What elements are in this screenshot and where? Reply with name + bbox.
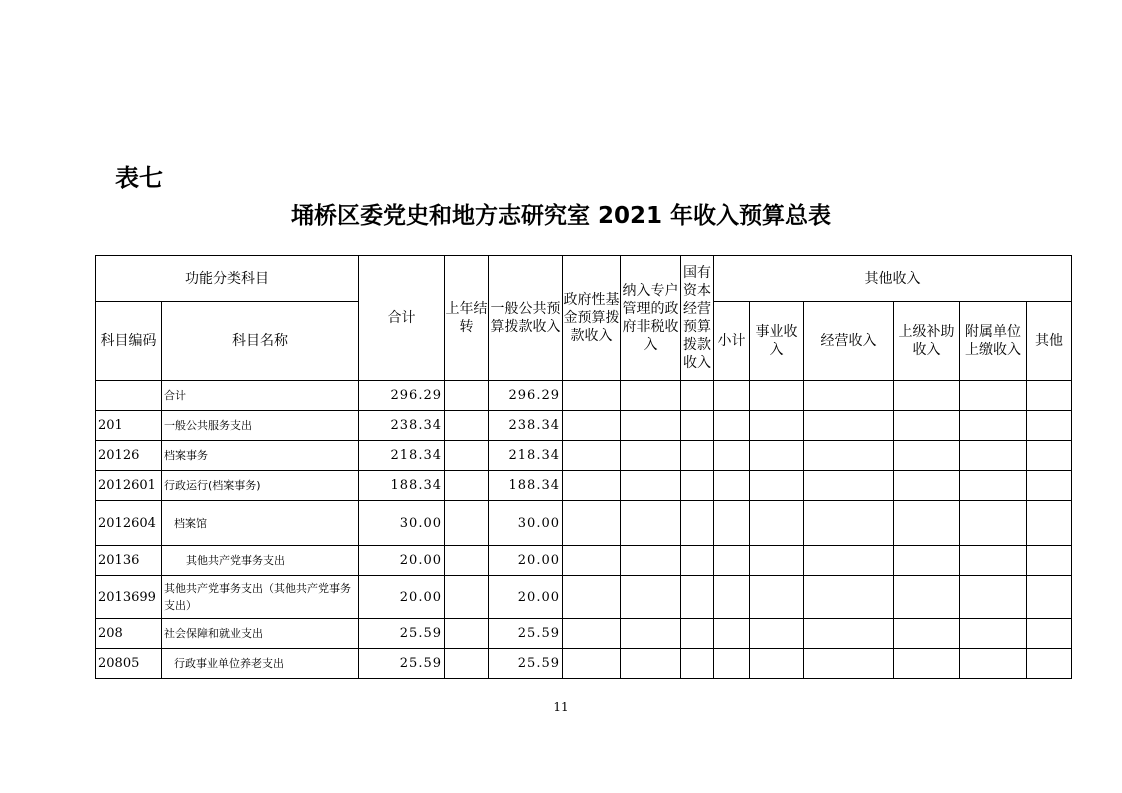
row-name: 档案馆	[162, 501, 359, 546]
row-total: 25.59	[359, 619, 445, 649]
header-carryover: 上年结转	[445, 256, 489, 381]
row-general: 296.29	[489, 381, 563, 411]
table-row	[96, 441, 1072, 471]
row-code	[96, 381, 162, 411]
row-code: 20136	[96, 546, 162, 576]
table-row	[96, 501, 1072, 546]
table-row	[96, 471, 1072, 501]
row-general: 20.00	[489, 576, 563, 619]
row-total: 20.00	[359, 546, 445, 576]
row-total: 25.59	[359, 649, 445, 679]
header-affiliate-income: 附属单位上缴收入	[960, 302, 1027, 381]
row-general: 25.59	[489, 649, 563, 679]
row-general: 218.34	[489, 441, 563, 471]
row-name: 社会保障和就业支出	[162, 619, 359, 649]
header-total: 合计	[359, 256, 445, 381]
row-code: 208	[96, 619, 162, 649]
row-general: 25.59	[489, 619, 563, 649]
header-subsidy-income: 上级补助收入	[894, 302, 960, 381]
table-row	[96, 576, 1072, 619]
header-general-budget: 一般公共预算拨款收入	[489, 256, 563, 381]
row-code: 20126	[96, 441, 162, 471]
row-total: 218.34	[359, 441, 445, 471]
row-total: 188.34	[359, 471, 445, 501]
header-subtotal: 小计	[714, 302, 750, 381]
page-number: 11	[553, 700, 569, 714]
row-name: 档案事务	[162, 441, 359, 471]
row-general: 188.34	[489, 471, 563, 501]
table-label: 表七	[115, 164, 163, 192]
row-total: 30.00	[359, 501, 445, 546]
row-code: 2012601	[96, 471, 162, 501]
budget-table	[95, 255, 1072, 679]
table-row	[96, 619, 1072, 649]
header-other: 其他	[1027, 302, 1072, 381]
row-code: 20805	[96, 649, 162, 679]
row-general: 30.00	[489, 501, 563, 546]
row-name: 行政事业单位养老支出	[162, 649, 359, 679]
table-row	[96, 649, 1072, 679]
row-total: 296.29	[359, 381, 445, 411]
header-operating-income: 经营收入	[804, 302, 894, 381]
row-name: 合计	[162, 381, 359, 411]
row-name: 其他共产党事务支出	[162, 546, 359, 576]
row-name: 一般公共服务支出	[162, 411, 359, 441]
header-name: 科目名称	[162, 302, 359, 381]
table-row	[96, 411, 1072, 441]
table-row	[96, 546, 1072, 576]
row-total: 20.00	[359, 576, 445, 619]
row-code: 2013699	[96, 576, 162, 619]
header-fund-budget: 政府性基金预算拨款收入	[563, 256, 621, 381]
header-special-account: 纳入专户管理的政府非税收入	[621, 256, 681, 381]
row-code: 201	[96, 411, 162, 441]
header-business-income: 事业收入	[750, 302, 804, 381]
row-general: 238.34	[489, 411, 563, 441]
document-title: 埇桥区委党史和地方志研究室 2021 年收入预算总表	[290, 203, 832, 229]
row-general: 20.00	[489, 546, 563, 576]
header-code: 科目编码	[96, 302, 162, 381]
row-name: 行政运行(档案事务)	[162, 471, 359, 501]
header-functional-group: 功能分类科目	[96, 256, 359, 302]
row-name: 其他共产党事务支出（其他共产党事务支出）	[162, 576, 359, 619]
header-other-income: 其他收入	[714, 256, 1072, 302]
row-total: 238.34	[359, 411, 445, 441]
table-row	[96, 381, 1072, 411]
row-code: 2012604	[96, 501, 162, 546]
header-state-capital: 国有资本经营预算拨款收入	[681, 256, 714, 381]
